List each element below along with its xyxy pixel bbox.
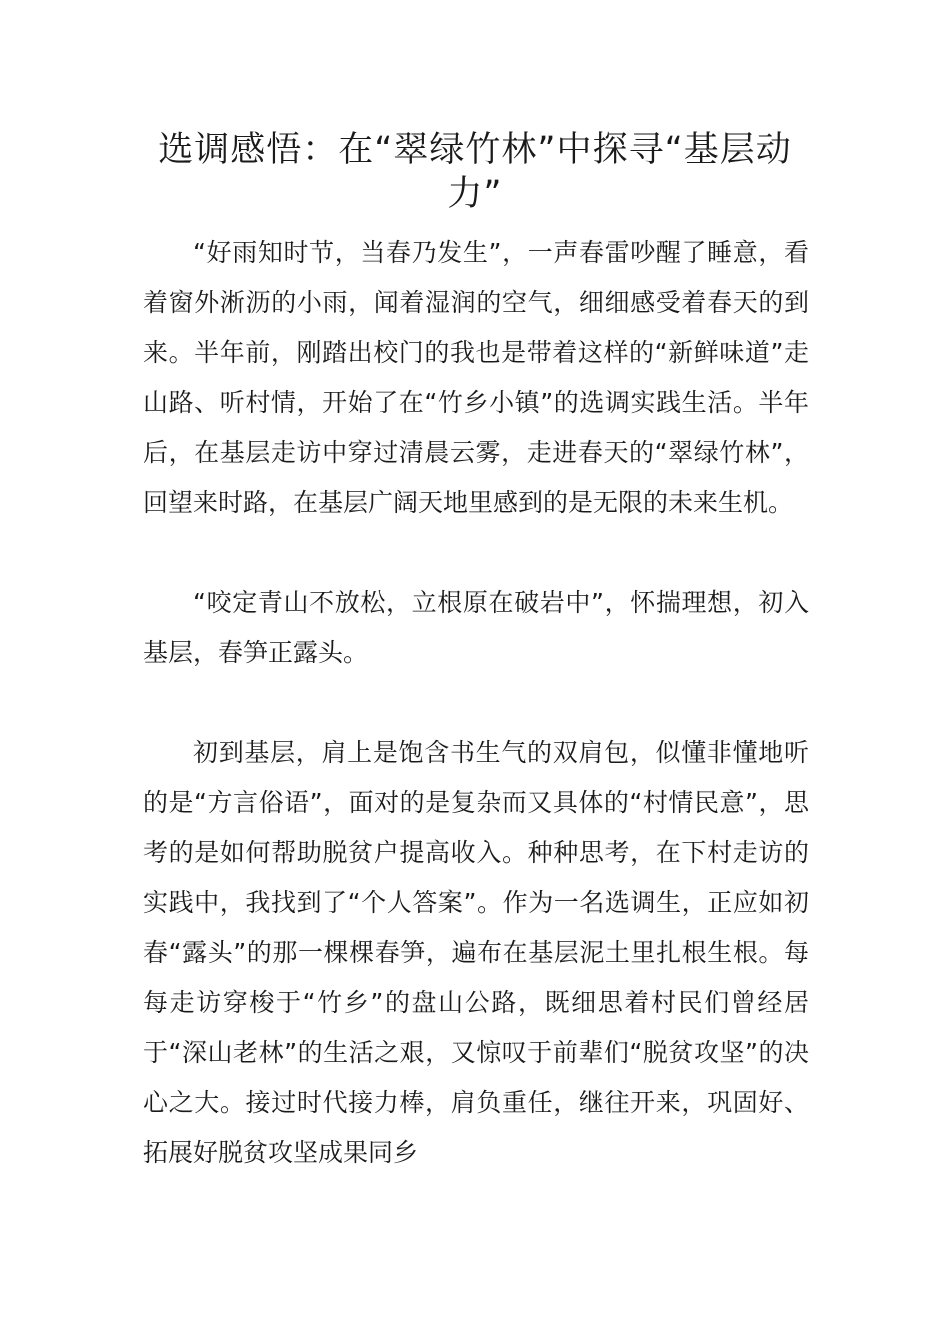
- paragraph-spacer: [143, 678, 809, 728]
- document-body: [143, 228, 809, 1178]
- paragraph-spacer: [143, 528, 809, 578]
- paragraph-1: “好雨知时节，当春乃发生”，一声春雷吵醒了睡意，看着窗外淅沥的小雨，闻着湿润的空气，细细感受着春天的到来。半年前，刚踏出校门的我也是带着这样的“新鲜味道”走山路、听村情，开始了在“竹乡小镇”的选调实践生活。半年后，在基层走访中穿过清晨云雾，走进春天的“翠绿竹林”，回望来时路，在基层广阔天地里感到的是无限的未来生机。: [143, 238, 809, 517]
- document-title: 选调感悟：在“翠绿竹林”中探寻“基层动力”: [158, 130, 792, 214]
- paragraph-2: “咬定青山不放松，立根原在破岩中”，怀揣理想，初入基层，春笋正露头。: [143, 588, 809, 667]
- paragraph-3: 初到基层，肩上是饱含书生气的双肩包，似懂非懂地听的是“方言俗语”，面对的是复杂而又具体的“村情民意”，思考的是如何帮助脱贫户提高收入。种种思考，在下村走访的实践中，我找到了“个人答案”。作为一名选调生，正应如初春“露头”的那一棵棵春笋，遍布在基层泥土里扎根生根。每每走访穿梭于“竹乡”的盘山公路，既细思着村民们曾经居于“深山老林”的生活之艰，又惊叹于前辈们“脱贫攻坚”的决心之大。接过时代接力棒，肩负重任，继往开来，巩固好、拓展好脱贫攻坚成果同乡: [143, 738, 809, 1167]
